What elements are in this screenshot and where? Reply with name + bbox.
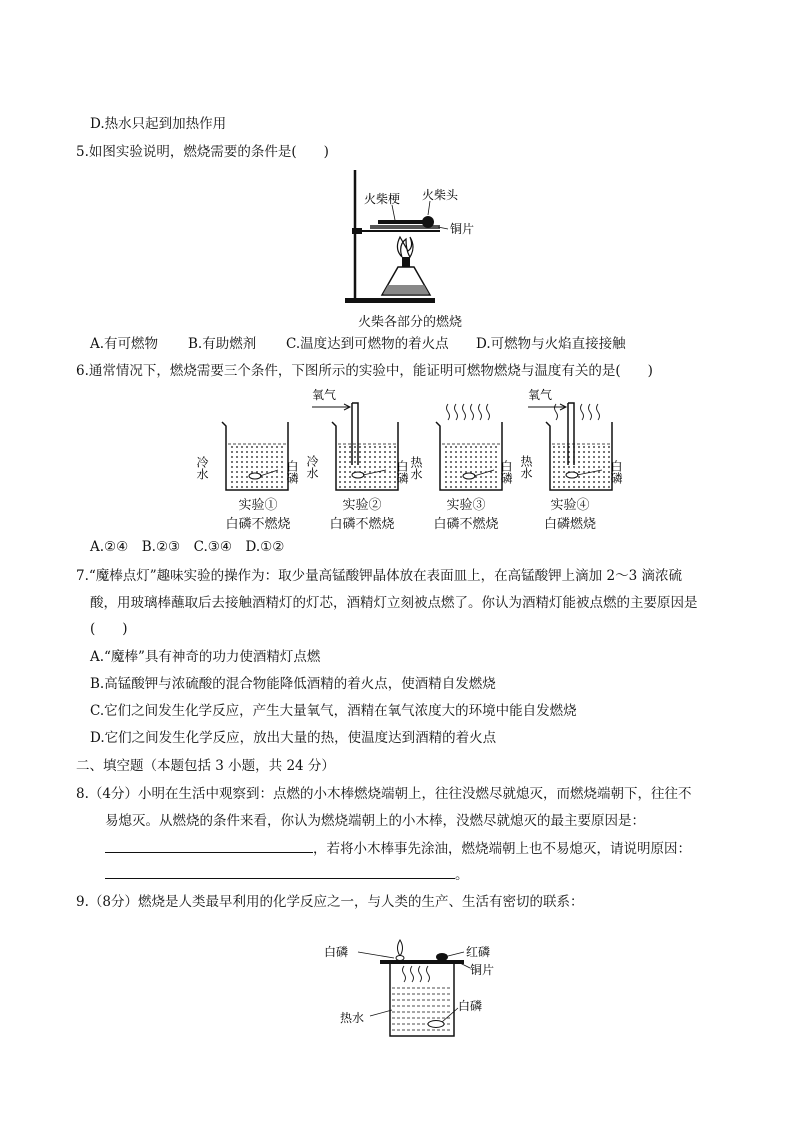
q6-beaker-1 xyxy=(195,390,305,495)
q5-option-d: D.可燃物与火焰直接接触 xyxy=(476,336,626,352)
exp3-result: 白磷不燃烧 xyxy=(433,517,499,532)
exp4-oxygen-label: 氧气 xyxy=(528,388,553,402)
q8-line3-text: ，若将小木棒事先涂油，燃烧端朝上也不易熄灭，请说明原因： xyxy=(313,841,691,857)
q4-option-d: D.热水只起到加热作用 xyxy=(90,116,227,132)
exp4-water-label: 热水 xyxy=(519,455,533,479)
exp2-water-label: 冷水 xyxy=(305,455,319,479)
q9-label-hot-water: 热水 xyxy=(340,1011,365,1025)
q8-line1: 8.（4分）小明在生活中观察到：点燃的小木棒燃烧端朝上，往往没燃尽就熄灭，而燃烧端朝下，往往不 xyxy=(76,786,692,802)
q6-beaker-3 xyxy=(409,390,524,495)
exp3-water-label: 热水 xyxy=(409,456,423,480)
q9-label-white-p-bottom: 白磷 xyxy=(458,999,483,1013)
steam-icon xyxy=(555,404,600,420)
label-match-stick: 火柴梗 xyxy=(364,192,401,206)
exp1-name: 实验① xyxy=(238,498,278,513)
q9-label-red-p: 红磷 xyxy=(466,945,491,959)
exp2-result: 白磷不燃烧 xyxy=(329,517,395,532)
label-match-head: 火柴头 xyxy=(422,188,459,202)
match-head-icon xyxy=(422,216,434,228)
q9-figure xyxy=(318,938,518,1038)
q5-stem: 5.如图实验说明，燃烧需要的条件是( ) xyxy=(76,144,329,160)
exp3-phosphorus-label: 白磷 xyxy=(499,460,513,484)
q7-option-c: C.它们之间发生化学反应，产生大量氧气，酒精在氧气浓度大的环境中能自发燃烧 xyxy=(90,703,577,719)
exp2-oxygen-label: 氧气 xyxy=(312,388,337,402)
exp1-result: 白磷不燃烧 xyxy=(225,517,291,532)
q9-label-copper: 铜片 xyxy=(470,963,495,977)
q5-option-a: A.有可燃物 xyxy=(90,336,159,352)
q7-option-d: D.它们之间发生化学反应，放出大量的热，使温度达到酒精的着火点 xyxy=(90,730,497,746)
q8-answer-blank-2[interactable] xyxy=(105,864,455,879)
q5-option-c: C.温度达到可燃物的着火点 xyxy=(286,336,449,352)
q5-figure-caption: 火柴各部分的燃烧 xyxy=(357,315,462,330)
q9-stem: 9.（8分）燃烧是人类最早利用的化学反应之一，与人类的生产、生活有密切的联系： xyxy=(76,894,584,910)
q7-stem-line3: ( ) xyxy=(90,621,128,637)
steam-icon xyxy=(403,966,430,982)
q6-beaker-4 xyxy=(519,385,637,495)
q5-option-b: B.有助燃剂 xyxy=(188,336,257,352)
label-copper-sheet: 铜片 xyxy=(450,222,475,236)
steam-icon xyxy=(447,404,490,420)
q8-line4-end: 。 xyxy=(455,867,469,883)
q8-line4 xyxy=(105,864,469,884)
exp1-water-label: 冷水 xyxy=(195,456,209,480)
exp4-result: 白磷燃烧 xyxy=(543,517,596,532)
exp1-phosphorus-label: 白磷 xyxy=(285,460,299,484)
q6-beaker-2 xyxy=(305,385,418,495)
q6-stem: 6.通常情况下，燃烧需要三个条件，下图所示的实验中，能证明可燃物燃烧与温度有关的是( ) xyxy=(76,363,653,379)
exp4-phosphorus-label: 白磷 xyxy=(609,460,623,484)
q9-label-white-p-top: 白磷 xyxy=(324,945,349,959)
q8-line2: 易熄灭。从燃烧的条件来看，你认为燃烧端朝上的小木棒，没燃尽就熄灭的最主要原因是： xyxy=(105,813,645,829)
flame-icon xyxy=(398,940,403,956)
q7-option-a: A.“魔棒”具有神奇的功力使酒精灯点燃 xyxy=(90,649,321,665)
exp2-name: 实验② xyxy=(342,498,382,513)
q7-stem-line2: 酸，用玻璃棒蘸取后去接触酒精灯的灯芯，酒精灯立刻被点燃了。你认为酒精灯能被点燃的主要原因是 xyxy=(90,595,698,611)
exp4-name: 实验④ xyxy=(550,498,590,513)
q7-option-b: B.高锰酸钾与浓硫酸的混合物能降低酒精的着火点，使酒精自发燃烧 xyxy=(90,676,496,692)
q6-options: A.②④ B.②③ C.③④ D.①② xyxy=(90,539,285,555)
q8-answer-blank-1[interactable] xyxy=(105,838,313,853)
flame-icon xyxy=(397,237,413,257)
q5-figure xyxy=(340,165,480,315)
section-2-title: 二、填空题（本题包括 3 小题，共 24 分） xyxy=(76,758,335,774)
exp3-name: 实验③ xyxy=(446,498,486,513)
q7-stem-line1: 7.“魔棒点灯”趣味实验的操作为：取少量高锰酸钾晶体放在表面皿上，在高锰酸钾上滴加 2～3 滴浓硫 xyxy=(76,568,682,584)
exp2-phosphorus-label: 白磷 xyxy=(395,460,409,484)
q8-line3 xyxy=(105,838,691,858)
